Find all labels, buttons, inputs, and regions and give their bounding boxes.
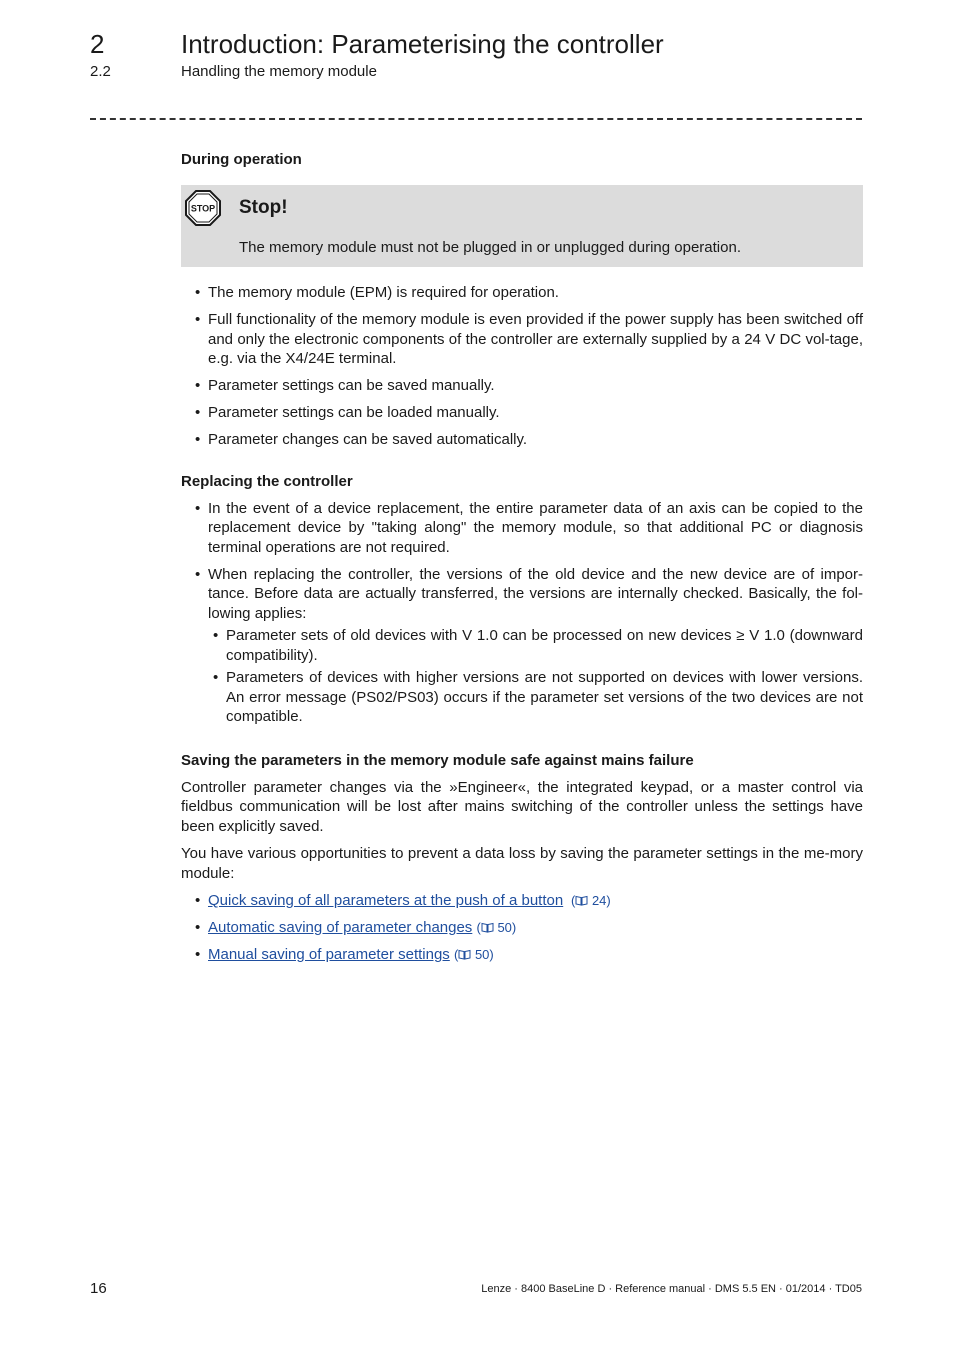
- page-reference-number: 50: [497, 920, 512, 935]
- link-manual-saving[interactable]: Manual saving of parameter settings: [208, 946, 450, 963]
- stop-warning-box: [181, 185, 863, 267]
- footer-document-info: Lenze · 8400 BaseLine D · Reference manual · DMS 5.5 EN · 01/2014 · TD05: [481, 1283, 862, 1295]
- chapter-title: Introduction: Parameterising the controller: [181, 29, 664, 59]
- list-item: • Parameter settings can be saved manually.: [181, 376, 863, 396]
- header-divider: [90, 118, 862, 120]
- sub-list-item: • Parameters of devices with higher versions are not supported on devices with lower versions. An error message (PS02/PS03) occurs if the parameter set versions of the two devices are not compatible.: [208, 668, 863, 727]
- heading-saving-parameters: Saving the parameters in the memory module safe against mains failure: [181, 751, 694, 769]
- book-icon: [575, 895, 588, 906]
- list-item: [181, 945, 863, 965]
- stop-title: Stop!: [239, 197, 288, 218]
- link-quick-saving[interactable]: Quick saving of all parameters at the push of a button: [208, 892, 564, 909]
- sub-list-item: • Parameter sets of old devices with V 1.0 can be processed on new devices ≥ V 1.0 (downward compatibility).: [208, 626, 863, 665]
- saving-paragraph-2: You have various opportunities to prevent a data loss by saving the parameter settings in the me-mory module:: [181, 845, 863, 882]
- heading-during-operation: During operation: [181, 151, 302, 168]
- section-number: 2.2: [90, 63, 111, 80]
- list-item: • In the event of a device replacement, the entire parameter data of an axis can be copied to the replacement device by "taking along" the memory module, so that additional PC or diagnosis terminal operations are not required.: [181, 499, 863, 558]
- list-item-text: When replacing the controller, the versions of the old device and the new device are of impor-tance. Before data are actually transferred, the versions are internally checked. Basically, the fol-lowing applies:: [208, 565, 863, 622]
- heading-replacing-controller: Replacing the controller: [181, 472, 353, 490]
- sub-bullet-list: [208, 626, 863, 727]
- page-reference[interactable]: ( 50): [453, 947, 494, 962]
- footer-page-number: 16: [90, 1280, 107, 1297]
- replacing-bullet-list: [181, 499, 863, 727]
- operation-bullet-list: [181, 283, 863, 450]
- list-item: [181, 918, 863, 938]
- link-automatic-saving[interactable]: Automatic saving of parameter changes: [208, 919, 473, 936]
- saving-paragraph-1: Controller parameter changes via the »Engineer«, the integrated keypad, or a master control via fieldbus communication will be lost after mains switching of the controller unless the settings have been explicitly saved.: [181, 778, 863, 835]
- list-item: [181, 565, 863, 727]
- book-icon: [481, 922, 494, 933]
- stop-sign-icon: [185, 190, 221, 226]
- page-reference[interactable]: ( 50): [476, 920, 517, 935]
- list-item: [181, 891, 863, 911]
- page-content: [181, 150, 863, 973]
- saving-links-list: [181, 891, 863, 965]
- book-icon: [458, 949, 471, 960]
- stop-icon-text: STOP: [190, 203, 216, 214]
- page-reference-number: 50: [474, 947, 490, 962]
- chapter-number: 2: [90, 29, 105, 59]
- list-item: • Full functionality of the memory module is even provided if the power supply has been switched off and only the electronic components of the controller are externally supplied by a 24 V DC vol-tage, e.g. via the X4/24E terminal.: [181, 310, 863, 369]
- list-item: • The memory module (EPM) is required for operation.: [181, 283, 863, 303]
- page-reference-number: 24: [591, 893, 607, 908]
- page-reference[interactable]: ( 24): [567, 893, 611, 908]
- section-title: Handling the memory module: [181, 63, 377, 80]
- stop-text: The memory module must not be plugged in or unplugged during operation.: [239, 239, 741, 256]
- list-item: • Parameter settings can be loaded manually.: [181, 403, 863, 423]
- list-item: • Parameter changes can be saved automatically.: [181, 430, 863, 450]
